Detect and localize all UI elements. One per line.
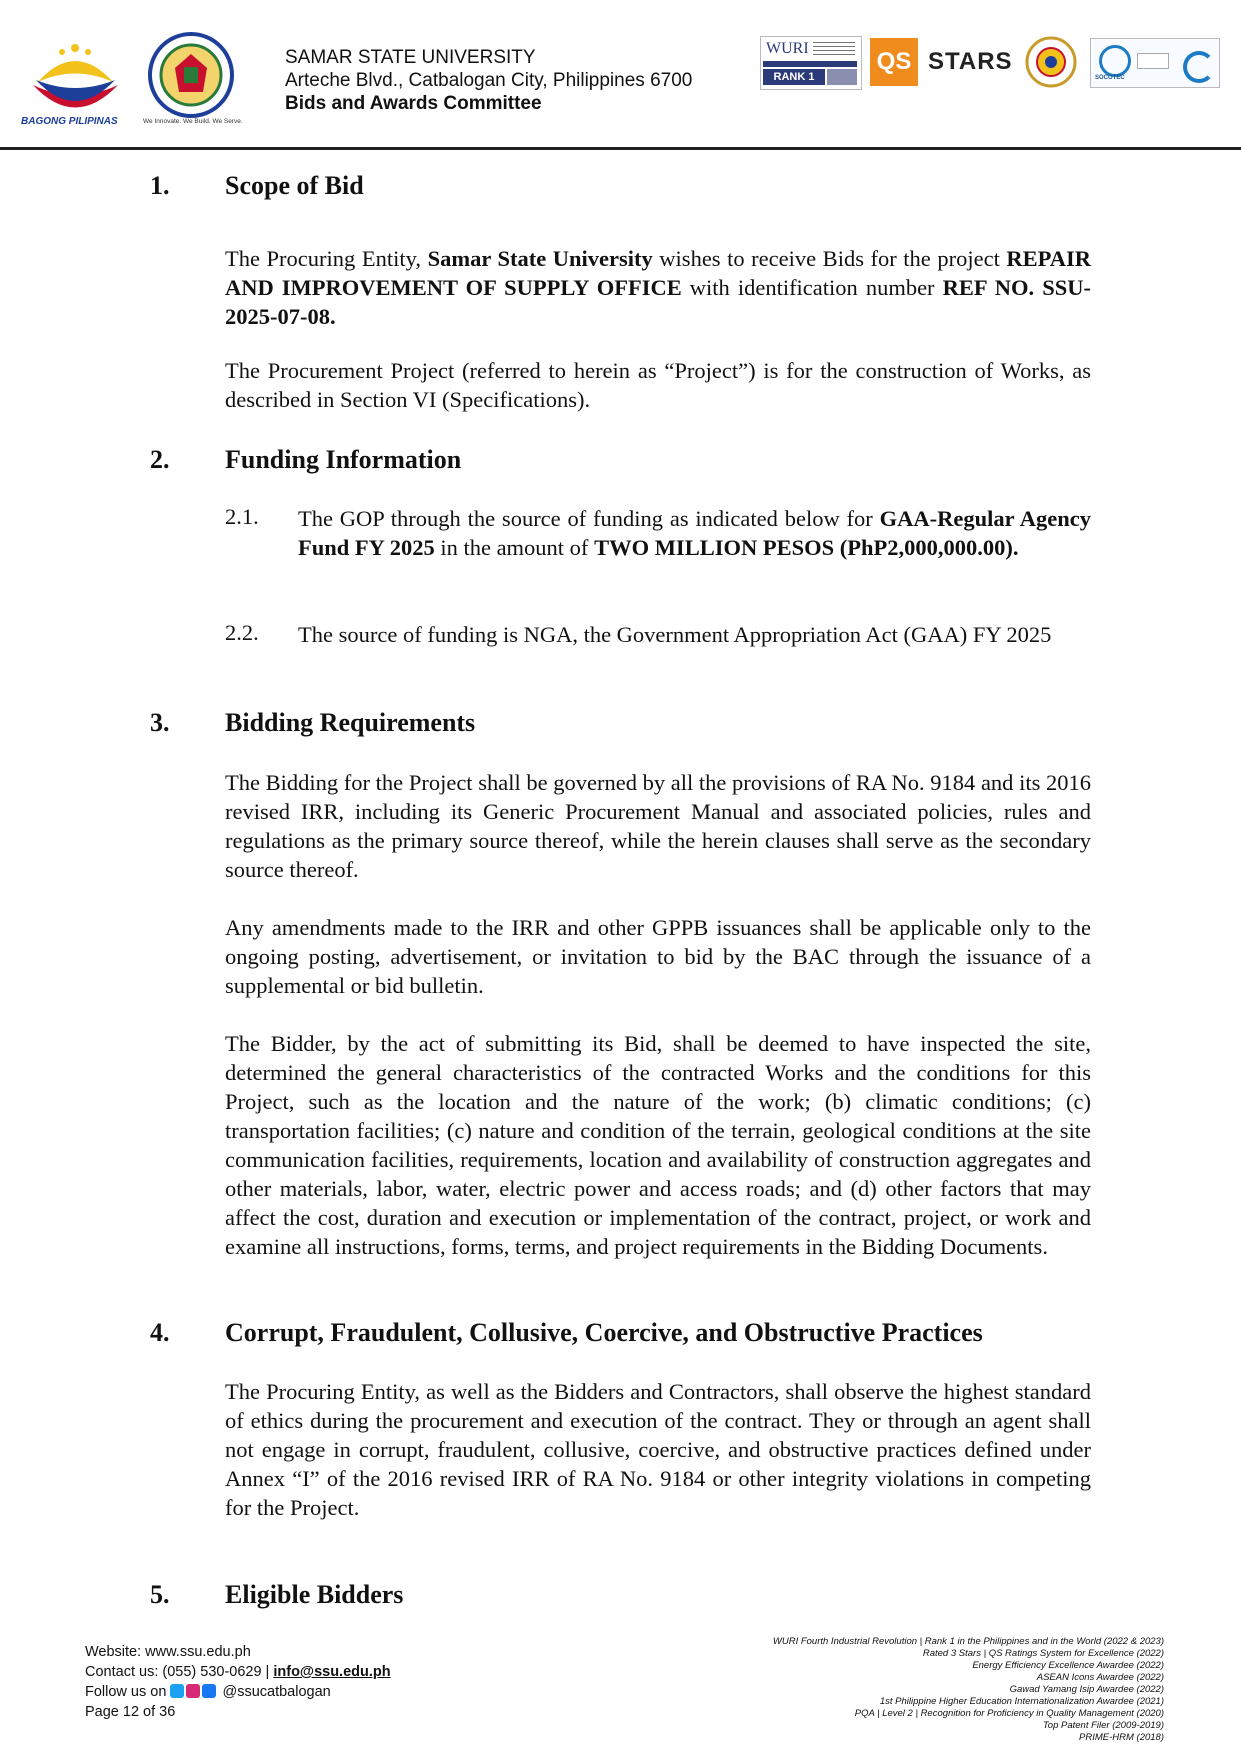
section-1-paragraph-1 — [225, 244, 1091, 331]
section-1-paragraph-2: The Procurement Project (referred to herein as “Project”) is for the construction of Works, as described in Section VI (Specifications). — [225, 358, 1091, 412]
section-5-title: Eligible Bidders — [225, 1580, 404, 1609]
footer-website: Website: www.ssu.edu.ph — [85, 1644, 251, 1660]
subsection-2-2-text: The source of funding is NGA, the Government Appropriation Act (GAA) FY 2025 — [298, 622, 1052, 647]
subsection-2-2-number: 2.2. — [225, 620, 259, 645]
follow-label: Follow us on — [85, 1684, 167, 1700]
project-name: REPAIR AND IMPROVEMENT OF SUPPLY OFFICE — [225, 246, 1091, 300]
wuri-label: WURI — [766, 40, 809, 57]
socotec-label: SOCOTEC — [1095, 75, 1125, 81]
social-handle: @ssucatbalogan — [222, 1684, 331, 1700]
footer-awards-list — [604, 1636, 1164, 1744]
section-4-paragraph-1: The Procuring Entity, as well as the Bidders and Contractors, shall observe the highest standard of ethics during the procurement and execution of the contract. They or through an agent shall not engage in corrupt, fraudulent, collusive, coercive, and obstructive practices defined under Annex “I” of the 2016 revised IRR of RA No. 9184 or other integrity violations in competing for the Project. — [225, 1379, 1091, 1520]
wuri-rank: RANK 1 — [763, 69, 825, 85]
qs-stars-text: STARS — [928, 48, 1013, 75]
committee-name: Bids and Awards Committee — [285, 93, 542, 114]
award-item: ASEAN Icons Awardee (2022) — [1036, 1672, 1164, 1683]
wuri-ranking-logo — [760, 36, 862, 90]
fund-amount: TWO MILLION PESOS (PhP2,000,000.00). — [594, 535, 1019, 560]
bagong-pilipinas-text: BAGONG PILIPINAS — [21, 116, 118, 127]
footer-email-link[interactable]: info@ssu.edu.ph — [273, 1664, 391, 1680]
section-4-number: 4. — [150, 1318, 170, 1347]
anab-c-icon — [1183, 51, 1215, 83]
facebook-icon[interactable] — [202, 1684, 216, 1698]
section-5-number: 5. — [150, 1580, 170, 1609]
text: with identification number — [681, 275, 943, 300]
section-2-number: 2. — [150, 445, 170, 474]
section-3-paragraph-2: Any amendments made to the IRR and other GPPB issuances shall be applicable only to the ongoing posting, advertisement, or invitation to bid by the BAC through the issuance of a supplemental or bid bulletin. — [225, 915, 1091, 998]
reference-number: REF NO. SSU-2025-07-08. — [225, 275, 1091, 329]
section-4-title: Corrupt, Fraudulent, Collusive, Coercive, and Obstructive Practices — [225, 1318, 983, 1347]
ssu-seal-logo — [143, 32, 243, 128]
ssu-seal-caption: We Innovate. We Build. We Serve. — [143, 118, 243, 125]
section-3-paragraph-1: The Bidding for the Project shall be governed by all the provisions of RA No. 9184 and its 2016 revised IRR, including its Generic Procurement Manual and associated policies, rules and regulations as the primary source thereof, while the herein clauses shall serve as the secondary source thereof. — [225, 770, 1091, 882]
qs-mark: QS — [870, 38, 918, 86]
text: in the amount of — [434, 535, 595, 560]
section-3-number: 3. — [150, 708, 170, 737]
bagong-pilipinas-logo — [18, 30, 133, 130]
section-3-paragraph-3: The Bidder, by the act of submitting its Bid, shall be deemed to have inspected the site, determined the general characteristics of the contracted Works and the conditions for this Project, such as the location and the nature of the work; (b) climatic conditions; (c) transportation facilities; (c) nature and condition of the terrain, geological conditions at the site communication facilities, requirements, location and availability of construction aggregates and other materials, labor, water, electric power and access roads; and (d) other factors that may affect the cost, duration and execution or implementation of the contract, project, or work and examine all instructions, forms, terms, and project requirements in the Bidding Documents. — [225, 1031, 1091, 1259]
section-1-number: 1. — [150, 171, 170, 200]
text: wishes to receive Bids for the project — [652, 246, 1007, 271]
page-number: Page 12 of 36 — [85, 1704, 176, 1720]
text: The GOP through the source of funding as indicated below for — [298, 506, 880, 531]
socotec-circle-icon — [1099, 45, 1131, 77]
subsection-2-1-text — [298, 504, 1091, 562]
award-item: WURI Fourth Industrial Revolution | Rank 1 in the Philippines and in the World (2022 & 2023) — [772, 1636, 1164, 1647]
wuri-band — [763, 61, 857, 67]
fund-source: GAA-Regular Agency Fund FY 2025 — [298, 506, 1091, 560]
wuri-years — [827, 69, 857, 85]
instagram-icon[interactable] — [186, 1684, 200, 1698]
award-item: Top Patent Filer (2009-2019) — [1042, 1720, 1164, 1731]
text: The Procuring Entity, — [225, 246, 428, 271]
footer-contact — [85, 1662, 391, 1682]
footer-social — [85, 1682, 391, 1702]
award-item: Rated 3 Stars | QS Ratings System for Excellence (2022) — [922, 1648, 1164, 1659]
entity-name: Samar State University — [427, 246, 653, 271]
award-item: Gawad Yamang Isip Awardee (2022) — [1009, 1684, 1164, 1695]
university-name: SAMAR STATE UNIVERSITY — [285, 47, 536, 68]
award-item: PQA | Level 2 | Recognition for Proficiency in Quality Management (2020) — [854, 1708, 1164, 1719]
socotec-certification-logo — [1090, 38, 1220, 88]
iso-box — [1137, 53, 1169, 69]
section-1-title: Scope of Bid — [225, 171, 364, 200]
award-seal-logo — [1025, 36, 1077, 88]
qs-stars-logo — [870, 38, 1013, 86]
subsection-2-1-number: 2.1. — [225, 504, 259, 529]
section-3-title: Bidding Requirements — [225, 708, 476, 737]
section-2-title: Funding Information — [225, 445, 462, 474]
header-text-block — [285, 46, 692, 115]
twitter-icon[interactable] — [170, 1684, 184, 1698]
award-item: 1st Philippine Higher Education Internationalization Awardee (2021) — [879, 1696, 1164, 1707]
university-address: Arteche Blvd., Catbalogan City, Philippines 6700 — [285, 70, 693, 91]
footer-contact-block — [85, 1642, 391, 1722]
contact-phone: Contact us: (055) 530-0629 | — [85, 1664, 274, 1680]
award-item: Energy Efficiency Excellence Awardee (2022) — [972, 1660, 1164, 1671]
award-item: PRIME-HRM (2018) — [1079, 1732, 1164, 1743]
header-divider — [0, 147, 1241, 150]
wuri-fine-print — [813, 42, 855, 56]
